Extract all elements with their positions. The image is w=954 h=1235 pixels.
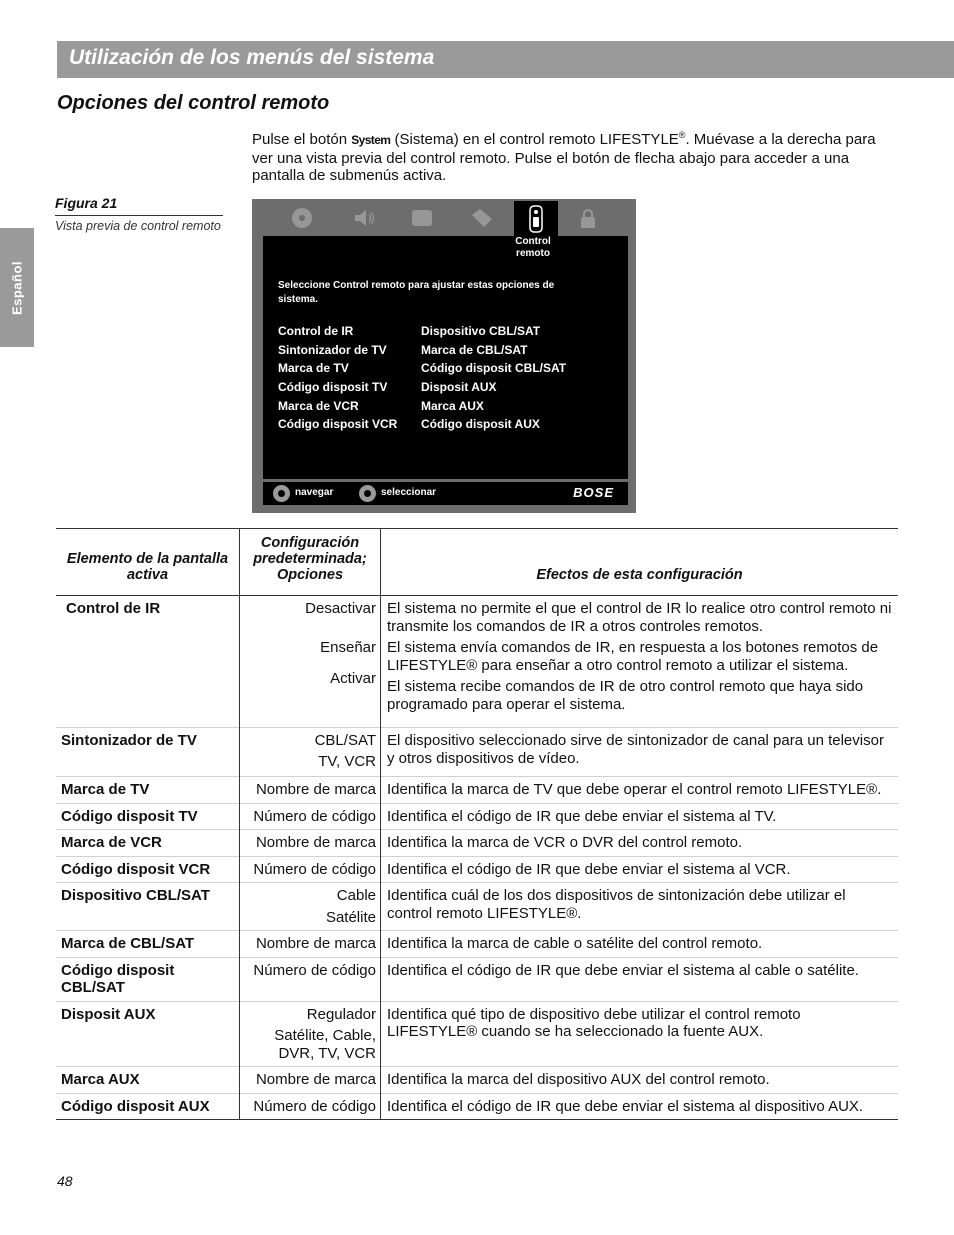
option-value: Desactivar <box>305 600 376 617</box>
effect-text: Identifica la marca de cable o satélite del control remoto. <box>387 935 763 952</box>
row-options <box>240 777 381 804</box>
table-row <box>56 931 898 958</box>
table-row <box>56 1001 898 1067</box>
row-options <box>240 1093 381 1120</box>
page-header-title: Utilización de los menús del sistema <box>69 46 435 69</box>
table-row <box>56 883 898 931</box>
table-row <box>56 830 898 857</box>
option-value: Nombre de marca <box>255 834 376 851</box>
row-element: Sintonizador de TV <box>61 732 197 749</box>
figure-caption: Vista previa de control remoto <box>55 219 221 233</box>
row-element: Disposit AUX <box>61 1005 156 1023</box>
table-row <box>56 957 898 1001</box>
option-value: Activar <box>330 670 376 687</box>
disc-icon <box>290 207 314 229</box>
effect-text: Identifica qué tipo de dispositivo debe utilizar el control remoto LIFESTYLE® cuando se ha seleccionado la fuente AUX. <box>387 1005 801 1040</box>
option-value: Cable <box>336 887 376 904</box>
settings-table-body <box>56 596 898 1120</box>
table-row <box>56 803 898 830</box>
header-effects: Efectos de esta configuración <box>381 529 899 596</box>
effect-text: Identifica la marca de TV que debe operar el control remoto LIFESTYLE®. <box>387 781 882 798</box>
row-options <box>240 957 381 1001</box>
option-value: Satélite <box>325 908 376 926</box>
tag-icon <box>470 207 494 229</box>
option-value: Satélite, Cable, DVR, TV, VCR <box>274 1027 376 1062</box>
screen-instruction: Seleccione Control remoto para ajustar estas opciones de sistema. <box>278 280 555 305</box>
row-element: Marca de CBL/SAT <box>61 935 195 952</box>
row-options <box>240 728 381 777</box>
row-effects <box>381 1001 899 1067</box>
row-effects <box>381 856 899 883</box>
row-element: Código disposit AUX <box>61 1097 210 1115</box>
table-row <box>56 1093 898 1120</box>
row-element: Código disposit VCR <box>61 860 211 878</box>
option-value: Número de código <box>253 961 376 979</box>
option-value: Nombre de marca <box>255 935 376 952</box>
row-element: Código disposit CBL/SAT <box>61 961 175 996</box>
speaker-icon <box>352 207 376 229</box>
page-header-bar <box>57 41 954 78</box>
screen-footer <box>263 482 628 505</box>
navigate-button-icon <box>273 485 290 502</box>
effect-text: El sistema envía comandos de IR, en respuesta a los botones remotos de LIFESTYLE® para enseñar a otro control remoto a utilizar el sistema. <box>387 639 879 674</box>
effect-text: Identifica cuál de los dos dispositivos de sintonización debe utilizar el control remoto LIFESTYLE®. <box>387 887 846 922</box>
screen-menu-item[interactable]: Dispositivo CBL/SAT <box>421 324 541 338</box>
page-number: 48 <box>57 1173 73 1189</box>
intro-paragraph: Pulse el botón System (Sistema) en el control remoto LIFESTYLE®. Muévase a la derecha para ver una vista previa del control remoto. Pulse el botón de flecha abajo para acceder a una pantalla de submenús activa. <box>252 130 876 184</box>
intro-text-2: (Sistema) en el control remoto LIFESTYLE <box>390 131 679 148</box>
select-button-icon <box>359 485 376 502</box>
bose-logo: BOSE <box>573 485 614 500</box>
row-element: Marca AUX <box>61 1071 140 1088</box>
row-effects <box>381 931 899 958</box>
table-row <box>56 856 898 883</box>
table-row <box>56 1067 898 1094</box>
row-options <box>240 1001 381 1067</box>
screen-menu-item[interactable]: Control de IR <box>278 324 354 338</box>
language-tab-label: Español <box>9 260 25 315</box>
option-value: Número de código <box>253 860 376 878</box>
row-element: Control de IR <box>66 600 161 617</box>
table-row <box>56 728 898 777</box>
row-options <box>240 830 381 857</box>
table-header-row <box>56 529 898 596</box>
intro-text-1: Pulse el botón <box>252 131 352 148</box>
system-button-glyph: System <box>351 133 391 147</box>
effect-text: Identifica el código de IR que debe enviar el sistema al TV. <box>387 807 777 825</box>
option-value: Nombre de marca <box>255 781 376 798</box>
tv-icon <box>410 207 434 229</box>
navigate-label: navegar <box>295 487 334 498</box>
row-effects <box>381 1093 899 1120</box>
row-element: Código disposit TV <box>61 807 198 825</box>
active-icon-slot <box>514 201 558 237</box>
row-effects <box>381 803 899 830</box>
language-side-tab <box>0 228 34 347</box>
row-effects <box>381 883 899 931</box>
option-value: Enseñar <box>320 638 376 656</box>
remote-preview-screen <box>252 199 636 513</box>
screen-menu-item[interactable]: Marca de VCR <box>278 398 359 413</box>
row-options <box>240 856 381 883</box>
row-options <box>240 883 381 931</box>
menu-icon-bar <box>252 199 636 236</box>
row-options <box>240 1067 381 1094</box>
table-row <box>56 777 898 804</box>
screen-menu-item[interactable]: Código disposit VCR <box>278 417 398 432</box>
option-value: Número de código <box>253 807 376 825</box>
table-row <box>56 596 898 728</box>
row-effects <box>381 1067 899 1094</box>
row-options <box>240 803 381 830</box>
row-effects <box>381 957 899 1001</box>
row-effects <box>381 777 899 804</box>
row-effects <box>381 728 899 777</box>
active-icon-label: Control remoto <box>515 236 551 259</box>
effect-text: Identifica la marca de VCR o DVR del control remoto. <box>387 834 743 851</box>
effect-text: El sistema recibe comandos de IR de otro control remoto que haya sido programado para operar el sistema. <box>387 678 864 713</box>
screen-menu-item[interactable]: Marca de TV <box>278 361 349 376</box>
row-effects <box>381 830 899 857</box>
option-value: CBL/SAT <box>314 732 376 749</box>
remote-icon <box>527 205 545 233</box>
effect-text: Identifica el código de IR que debe enviar el sistema al cable o satélite. <box>387 961 859 979</box>
row-options <box>240 931 381 958</box>
effect-text: El sistema no permite el que el control de IR lo realice otro control remoto ni transmite los comandos de IR a otros controles remotos. <box>387 600 892 635</box>
screen-menu-item[interactable]: Código disposit TV <box>278 380 388 395</box>
header-options: Configuración predeterminada; Opciones <box>240 529 381 596</box>
effect-text: Identifica la marca del dispositivo AUX del control remoto. <box>387 1071 770 1088</box>
option-value: Regulador <box>306 1005 376 1023</box>
effect-text: El dispositivo seleccionado sirve de sintonizador de canal para un televisor y otros dispositivos de vídeo. <box>387 732 884 767</box>
option-value: Número de código <box>253 1097 376 1115</box>
effect-text: Identifica el código de IR que debe enviar el sistema al dispositivo AUX. <box>387 1097 864 1115</box>
settings-table <box>56 528 898 1120</box>
row-element: Marca de TV <box>61 781 150 798</box>
intro-text-3: . Muévase a la derecha para ver una vista previa del control remoto. Pulse el botón de flecha abajo para acceder a una pantalla de submenús activa. <box>252 131 876 184</box>
figure-label: Figura 21 <box>55 195 223 216</box>
settings-table-wrap <box>56 528 898 1120</box>
screen-menu-item[interactable]: Marca AUX <box>421 398 484 413</box>
screen-menu-item[interactable]: Disposit AUX <box>421 380 497 395</box>
row-element: Dispositivo CBL/SAT <box>61 887 210 904</box>
option-value: Nombre de marca <box>255 1071 376 1088</box>
screen-menu-left-column <box>278 324 397 436</box>
effect-text: Identifica el código de IR que debe enviar el sistema al VCR. <box>387 860 791 878</box>
screen-menu-item[interactable]: Código disposit AUX <box>421 417 540 432</box>
option-value: TV, VCR <box>318 752 376 770</box>
screen-menu-right-column <box>421 324 566 436</box>
select-label: seleccionar <box>381 487 437 498</box>
section-title: Opciones del control remoto <box>57 92 330 114</box>
screen-menu-item[interactable]: Marca de CBL/SAT <box>421 342 528 357</box>
screen-menu-item[interactable]: Sintonizador de TV <box>278 342 387 357</box>
row-effects <box>381 596 899 728</box>
header-element: Elemento de la pantalla activa <box>66 551 229 583</box>
row-options <box>240 596 381 728</box>
screen-menu-item[interactable]: Código disposit CBL/SAT <box>421 361 567 376</box>
lock-icon <box>576 207 600 229</box>
row-element: Marca de VCR <box>61 834 162 851</box>
